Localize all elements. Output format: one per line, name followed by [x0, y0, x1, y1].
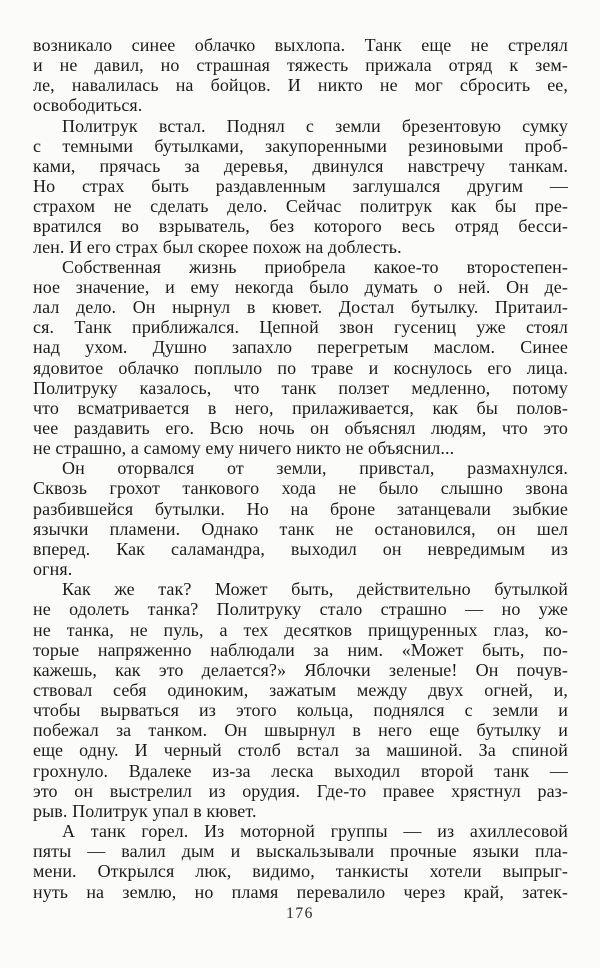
text-line: страхом не сделать дело. Сейчас политрук как бы пре- — [33, 196, 568, 217]
text-line: над ухом. Душно запахло перегретым маслом. Синее — [33, 337, 568, 358]
paragraph — [33, 458, 568, 579]
text-line: лал дело. Он нырнул в кювет. Достал бутылку. Притаил- — [33, 297, 568, 318]
text-line: огня. — [33, 559, 73, 580]
text-line: кажешь, как это делается?» Яблочки зеленые! Он почув- — [33, 659, 568, 680]
text-line: ками, прячась за деревья, двинулся навстречу танкам. — [33, 155, 568, 176]
text-line: Собственная жизнь приобрела какое-то второстепен- — [62, 256, 568, 277]
text-line: и не давил, но страшная тяжесть прижала отряд к зем- — [33, 55, 568, 76]
paragraph — [33, 257, 568, 459]
text-line: это он выстрелил из орудия. Где-то правее хрястнул раз- — [33, 780, 568, 801]
text-line: Он оторвался от земли, привстал, размахнулся. — [62, 458, 568, 479]
text-line: А танк горел. Из моторной группы — из ахиллесовой — [62, 821, 568, 842]
text-line: чтобы вырваться из этого кольца, поднялся с земли и — [33, 700, 568, 721]
text-line: освободиться. — [33, 95, 143, 116]
text-line: чее раздавить его. Всю ночь он объяснял людям, что это — [33, 417, 568, 438]
text-line: с темными бутылками, закупоренными резиновыми проб- — [33, 135, 568, 156]
text-line: не танка, не пуль, а тех десятков прищуренных глаз, ко- — [33, 619, 568, 640]
text-line: разбившейся бутылки. Но на броне затанцевали зыбкие — [33, 498, 568, 519]
paragraph — [33, 579, 568, 821]
text-line: не одолеть танка? Политруку стало страшно — но уже — [33, 599, 568, 620]
text-line: грохнуло. Вдалеке из-за леска выходил второй танк — — [33, 760, 568, 781]
text-line: Сквозь грохот танкового хода не было слышно звона — [33, 478, 568, 499]
text-line: нуть на землю, но пламя перевалило через край, затек- — [33, 881, 568, 902]
text-line: что всматривается в него, прилаживается, как бы полов- — [33, 397, 568, 418]
text-line: ное значение, и ему некогда было думать о ней. Он де- — [33, 276, 568, 297]
text-line: ствовал себя одиноким, зажатым между двух огней, и, — [33, 680, 568, 700]
text-line: не страшно, а самому ему ничего никто не объяснил... — [33, 438, 455, 459]
text-line: вперед. Как саламандра, выходил он невредимым из — [33, 538, 568, 559]
text-line: торые напряженно наблюдали за ним. «Может быть, по- — [33, 639, 568, 660]
text-line: побежал за танком. Он швырнул в него еще бутылку и — [33, 720, 568, 741]
text-line: возникало синее облачко выхлопа. Танк еще не стрелял — [33, 35, 568, 55]
text-line: рыв. Политрук упал в кювет. — [33, 800, 257, 821]
page-text — [33, 35, 568, 902]
text-line: мени. Открылся люк, видимо, танкисты хотели выпрыг- — [33, 861, 568, 882]
text-line: ся. Танк приближался. Цепной звон гусениц уже стоял — [33, 317, 568, 338]
text-line: Политрук встал. Поднял с земли брезентовую сумку — [62, 115, 568, 136]
text-line: вратился во взрыватель, без которого весь отряд бесси- — [33, 216, 568, 237]
paragraph — [33, 35, 568, 116]
text-line: пяты — валил дым и выскальзывали прочные языки пла- — [33, 841, 568, 862]
text-line: Как же так? Может быть, действительно бутылкой — [62, 579, 568, 600]
page-number: 176 — [286, 905, 314, 922]
text-line: Но страх быть раздавленным заглушался другим — — [33, 176, 568, 197]
paragraph — [33, 116, 568, 257]
text-line: язычки пламени. Однако танк не остановился, он шел — [33, 518, 568, 539]
text-line: Политруку казалось, что танк ползет медленно, потому — [33, 377, 568, 398]
text-line: лен. И его страх был скорее похож на доблесть. — [33, 236, 402, 257]
text-line: ядовитое облачко поплыло по траве и коснулось его лица. — [33, 357, 568, 378]
text-line: ле, навалилась на бойцов. И никто не мог сбросить ее, — [33, 75, 568, 96]
paragraph — [33, 821, 568, 902]
text-line: еще одну. И черный столб встал за машиной. За спиной — [33, 740, 568, 761]
